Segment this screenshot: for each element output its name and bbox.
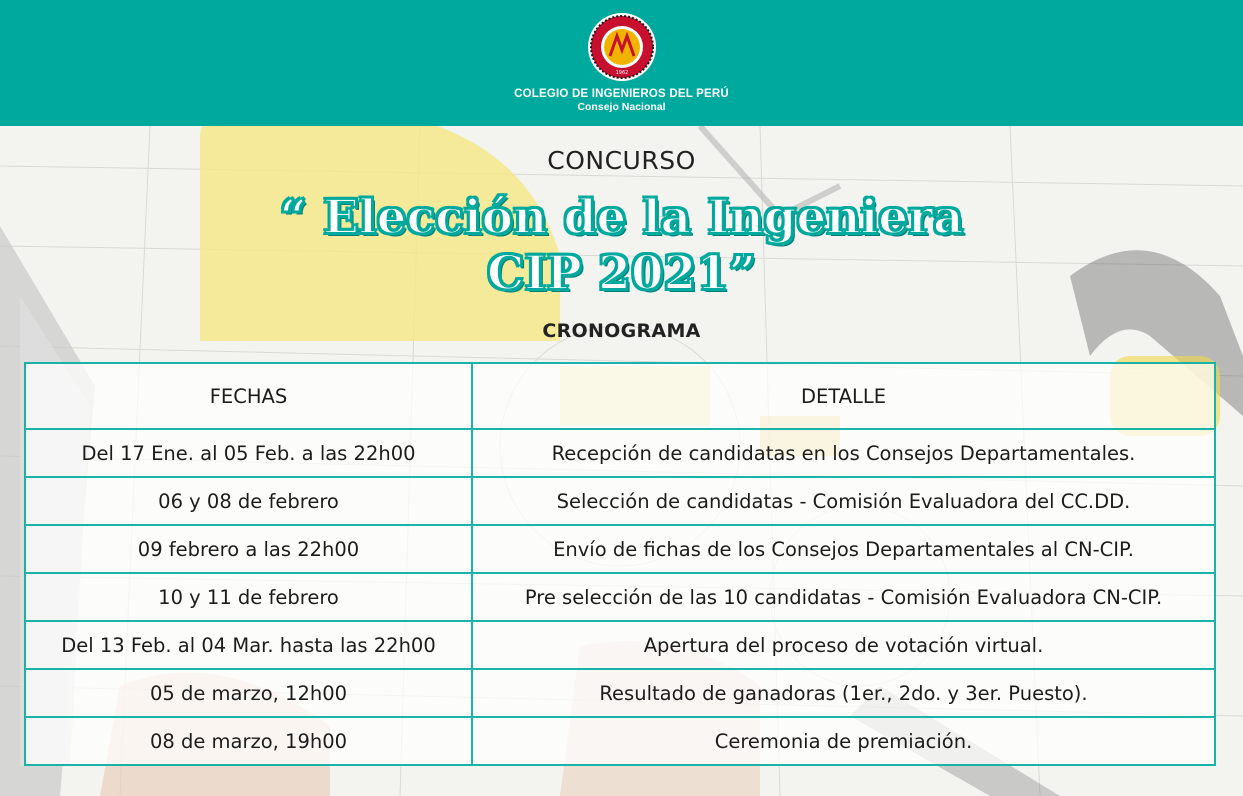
detail-cell: Resultado de ganadoras (1er., 2do. y 3er. Puesto).	[472, 669, 1215, 717]
table-header-row	[25, 363, 1215, 429]
table-row	[25, 621, 1215, 669]
detail-cell: Envío de fichas de los Consejos Departamentales al CN-CIP.	[472, 525, 1215, 573]
date-cell: 09 febrero a las 22h00	[25, 525, 472, 573]
table-row	[25, 573, 1215, 621]
detail-cell: Selección de candidatas - Comisión Evaluadora del CC.DD.	[472, 477, 1215, 525]
table-row	[25, 429, 1215, 477]
column-header-fechas: FECHAS	[25, 363, 472, 429]
contest-title-line-2: CIP 2021”	[487, 246, 756, 301]
date-cell: Del 17 Ene. al 05 Feb. a las 22h00	[25, 429, 472, 477]
date-cell: Del 13 Feb. al 04 Mar. hasta las 22h00	[25, 621, 472, 669]
contest-label: CONCURSO	[547, 146, 696, 175]
detail-cell: Ceremonia de premiación.	[472, 717, 1215, 765]
detail-cell: Pre selección de las 10 candidatas - Comisión Evaluadora CN-CIP.	[472, 573, 1215, 621]
seal-year: 1962	[615, 70, 629, 76]
date-cell: 06 y 08 de febrero	[25, 477, 472, 525]
date-cell: 05 de marzo, 12h00	[25, 669, 472, 717]
organization-name: COLEGIO DE INGENIEROS DEL PERÚ	[514, 88, 729, 100]
date-cell: 10 y 11 de febrero	[25, 573, 472, 621]
schedule-table	[24, 362, 1216, 766]
table-row	[25, 525, 1215, 573]
cip-seal-icon	[587, 12, 657, 82]
date-cell: 08 de marzo, 19h00	[25, 717, 472, 765]
header-band	[0, 0, 1243, 126]
detail-cell: Apertura del proceso de votación virtual.	[472, 621, 1215, 669]
column-header-detalle: DETALLE	[472, 363, 1215, 429]
contest-title-line-1: “ Elección de la Ingeniera	[279, 190, 964, 245]
table-row	[25, 669, 1215, 717]
organization-subunit: Consejo Nacional	[577, 101, 666, 113]
schedule-heading: CRONOGRAMA	[542, 320, 701, 342]
detail-cell: Recepción de candidatas en los Consejos Departamentales.	[472, 429, 1215, 477]
table-row	[25, 717, 1215, 765]
table-row	[25, 477, 1215, 525]
contest-title	[0, 190, 1243, 302]
